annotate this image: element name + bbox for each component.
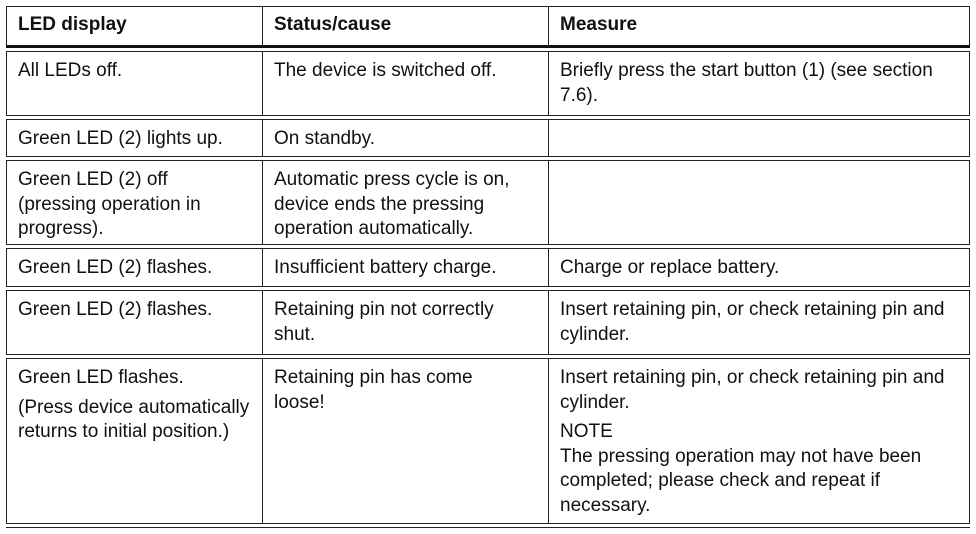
led-cell	[7, 161, 263, 244]
measure-cell	[549, 52, 969, 115]
header-led-display: LED display	[7, 7, 263, 45]
measure-text: Insert retaining pin, or check retaining pin and cylinder.	[560, 299, 945, 345]
table-row	[6, 160, 970, 245]
status-cell: The device is switched off.	[263, 52, 549, 115]
measure-cell	[549, 291, 969, 354]
status-cell: Retaining pin not correctly shut.	[263, 291, 549, 354]
measure-cell	[549, 359, 969, 523]
measure-cell	[549, 249, 969, 286]
table-header	[6, 6, 970, 48]
led-text: Green LED flashes.	[18, 367, 184, 388]
note-text: The pressing operation may not have been completed; please check and repeat if necessary.	[560, 445, 922, 516]
measure-text: Briefly press the start button (1) (see section 7.6).	[560, 60, 933, 106]
status-cell: On standby.	[263, 120, 549, 156]
led-text: Green LED (2) flashes.	[18, 299, 213, 320]
measure-cell	[549, 161, 969, 244]
table-row	[6, 290, 970, 355]
led-cell	[7, 120, 263, 156]
led-text: Green LED (2) flashes.	[18, 257, 213, 278]
table-bottom-border	[6, 527, 970, 531]
header-measure: Measure	[560, 14, 638, 35]
led-text: Green LED (2) lights up.	[18, 128, 223, 149]
led-cell	[7, 249, 263, 286]
table-row	[6, 248, 970, 287]
led-status-table	[6, 6, 970, 531]
measure-text: Charge or replace battery.	[560, 257, 780, 278]
table-row	[6, 119, 970, 157]
status-cell: Automatic press cycle is on, device ends the pressing operation automatically.	[263, 161, 549, 244]
status-cell: Retaining pin has come loose!	[263, 359, 549, 523]
note-label: NOTE	[560, 421, 613, 442]
led-cell	[7, 52, 263, 115]
led-note-text: (Press device automatically returns to initial position.)	[18, 396, 250, 442]
status-cell: Insufficient battery charge.	[263, 249, 549, 286]
header-status-cause: Status/cause	[263, 7, 549, 45]
table-row	[6, 358, 970, 524]
led-text: Green LED (2) off (pressing operation in progress).	[18, 169, 201, 239]
led-text: All LEDs off.	[18, 60, 123, 81]
table-row	[6, 51, 970, 116]
measure-cell	[549, 120, 969, 156]
led-cell	[7, 359, 263, 523]
led-cell	[7, 291, 263, 354]
measure-text: Insert retaining pin, or check retaining pin and cylinder.	[560, 367, 945, 413]
